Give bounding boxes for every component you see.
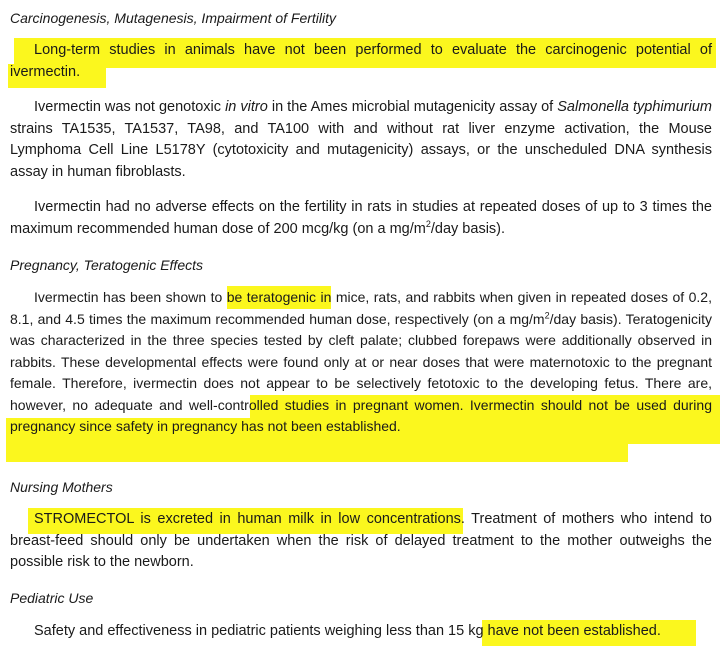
highlight-teratogenic: be teratogenic in [227, 286, 332, 309]
paragraph-carcinogenicity [10, 40, 712, 83]
paragraph-nursing: STROMECTOL is excreted in human milk in low concentrations. Treatment of mothers who intend to breast-feed should only be undertaken when the risk of delayed treatment to the mother outweighs the possible risk to the newborn. [10, 511, 712, 570]
paragraph-fertility: Ivermectin had no adverse effects on the fertility in rats in studies at repeated doses of up to 3 times the maximum recommended human dose of 200 mcg/kg (on a $mg/m^2$/day basis). [10, 199, 712, 237]
highlight-stromectol-milk: STROMECTOL is excreted in human milk in low concentrations. [34, 511, 465, 527]
highlight-pregnancy-warning: There are, however, no adequate and well-controlled studies in pregnant women. Ivermectin should not be used during pregnancy since safety in pregnancy has not been established. [10, 375, 712, 434]
heading-pediatric: Pediatric Use [10, 590, 94, 606]
paragraph-genotoxicity: Ivermectin was not genotoxic in vitro in the Ames microbial mutagenicity assay of Salmonella typhimurium strains TA1535, TA1537, TA98, and TA100 with and without rat liver enzyme activation, the Mouse Lymphoma Cell Line L5178Y (cytotoxicity and mutagenicity) assays, or the unscheduled DNA synthesis assay in human fibroblasts. [10, 99, 712, 180]
heading-pregnancy: Pregnancy, Teratogenic Effects [10, 257, 203, 273]
highlight-carcinogenicity: Long-term studies in animals have not been performed to evaluate the carcinogenic potential of ivermectin. [10, 42, 712, 80]
heading-carcinogenesis: Carcinogenesis, Mutagenesis, Impairment of Fertility [10, 10, 337, 26]
paragraph-pediatric: Safety and effectiveness in pediatric patients weighing less than 15 kg have not been established. [34, 623, 661, 639]
heading-nursing: Nursing Mothers [10, 479, 113, 495]
highlight-stroke-p4-end [6, 440, 628, 462]
paragraph-teratogenic: Ivermectin has been shown to be teratogenic in mice, rats, and rabbits when given in repeated doses of 0.2, 8.1, and 4.5 times the maximum recommended human dose, respectively (on a $mg/m^2$/day basis). Teratogenicity was characterized in the three species tested by cleft palate; clubbed forepaws were additionally observed in rabbits. These developmental effects were found only at or near doses that were maternotoxic to the pregnant female. Therefore, ivermectin does not appear to be selectively fetotoxic to the developing fetus. There are, however, no adequate and well-controlled studies in pregnant women. Ivermectin should not be used during pregnancy since safety in pregnancy has not been established. [10, 287, 712, 438]
highlight-pediatric: kg have not been established. [468, 623, 661, 639]
